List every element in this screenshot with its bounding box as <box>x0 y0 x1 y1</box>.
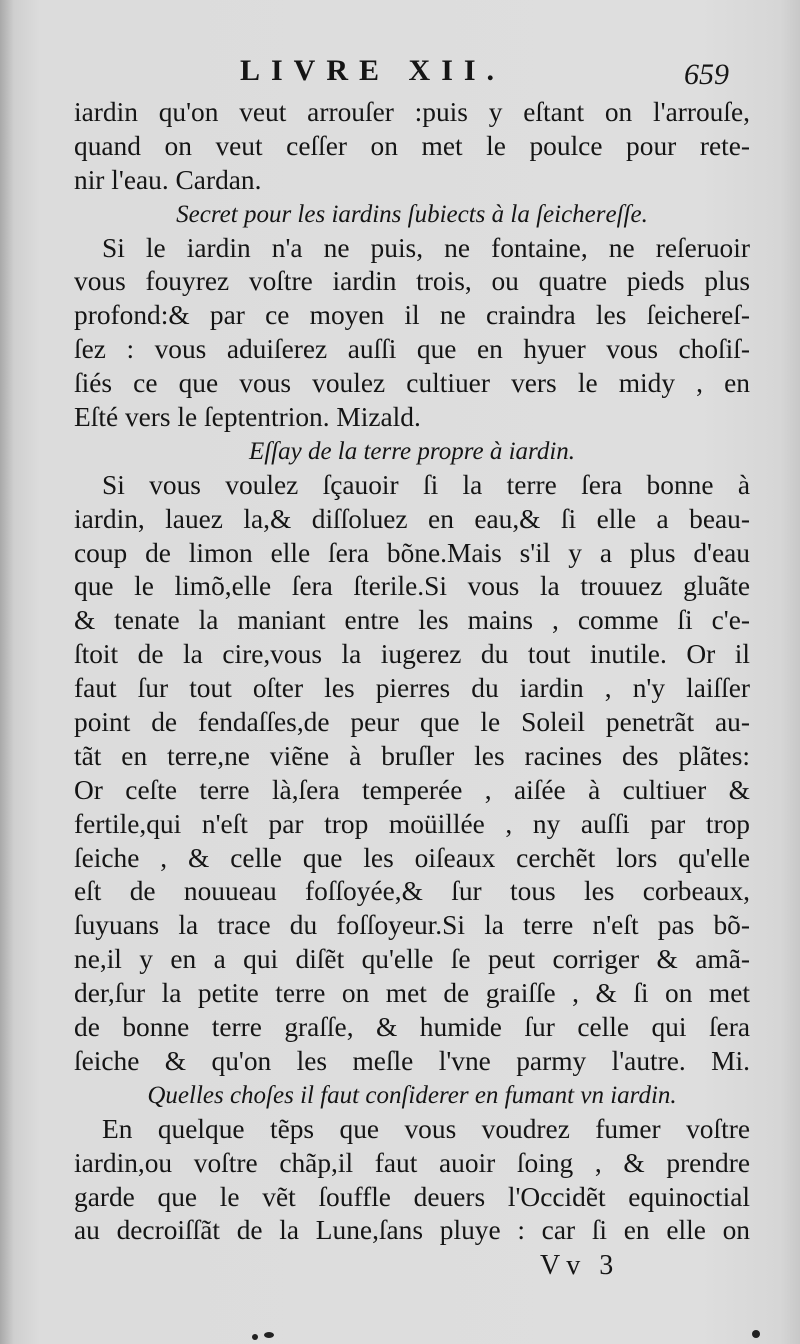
page-number: 659 <box>684 58 729 91</box>
section-heading: Secret pour les iardins ſubiects à la ſeicherеſſe. <box>176 200 648 228</box>
text-line: quand on veut ceſſer on met le poulce pour rete- <box>74 130 750 161</box>
page-footer <box>0 1250 800 1290</box>
text-line: iardin,ou voſtre chãp,il faut auoir ſoing , & prendre <box>74 1147 750 1178</box>
text-line: ſiés ce que vous voulez cultiuer vers le midy , en <box>74 368 750 399</box>
ink-spot <box>252 1334 258 1340</box>
text-line: faut ſur tout oſter les pierres du iardin , n'y laiſſer <box>74 673 750 704</box>
text-line: iardin, lauez la,& diſſoluez en eau,& ſi elle a beau- <box>74 503 750 534</box>
text-line: fertile,qui n'eſt par trop moüillée , ny auſſi par trop <box>74 808 750 839</box>
text-line: Eſté vers le ſeptentrion. Mizald. <box>74 402 421 433</box>
text-line: vous fouyrez voſtre iardin trois, ou quatre pieds plus <box>74 266 750 297</box>
section-heading: Quelles choſes il faut conſiderer en fumant vn iardin. <box>147 1081 677 1109</box>
text-line: iardin qu'on veut arrouſer :puis y eſtant on l'arrouſe, <box>74 97 750 127</box>
signature-mark: Vv 3 <box>540 1250 620 1281</box>
text-line: ſtoit de la cire,vous la iugerez du tout inutile. Or il <box>74 639 750 670</box>
text-line: point de fendaſſes,de peur que le Soleil penetrãt au- <box>74 707 750 738</box>
ink-spot <box>264 1332 274 1338</box>
text-line: de bonne terre graſſe, & humide ſur celle qui ſera <box>74 1012 750 1043</box>
text-line: tãt en terre,ne viẽne à bruſler les racines des plãtes: <box>74 740 750 771</box>
text-line: ſeiche , & celle que les oiſeaux cerchẽt lors qu'elle <box>74 842 750 873</box>
text-line: eſt de nouueau foſſoyée,& ſur tous les corbeaux, <box>74 876 750 907</box>
text-line: coup de limon elle ſera bõne.Mais s'il y a plus d'eau <box>74 537 750 568</box>
text-line: ſez : vous aduiſerez auſſi que en hyuer vous choſiſ- <box>74 334 750 365</box>
text-line: Or ceſte terre là,ſera temperée , aiſée à cultiuer & <box>74 774 750 805</box>
text-line: profond:& par ce moyen il ne craindra les ſeichereſ- <box>74 300 750 331</box>
body-text <box>74 96 750 1248</box>
text-line: Si le iardin n'a ne puis, ne fontaine, ne reſeruoir <box>102 232 750 263</box>
text-line: que le limõ,elle ſera ſterile.Si vous la trouuez gluãte <box>74 571 750 602</box>
text-line: au decroiſſãt de la Lune,ſans pluye : car ſi en elle on <box>74 1215 750 1246</box>
text-line: ſuyuans la trace du foſſoyeur.Si la terre n'eſt pas bõ- <box>74 910 750 941</box>
ink-spot <box>752 1330 760 1338</box>
page-header <box>0 52 800 96</box>
text-line: der,ſur la petite terre on met de graiſſe , & ſi on met <box>74 978 750 1009</box>
text-line: En quelque tẽps que vous voudrez fumer voſtre <box>102 1113 750 1144</box>
text-line: Si vous voulez ſçauoir ſi la terre ſera bonne à <box>102 469 750 500</box>
text-line: ne,il y en a qui diſẽt qu'elle ſe peut corriger & amã- <box>74 944 750 975</box>
running-head: LIVRE XII. <box>240 54 506 87</box>
text-line: garde que le vẽt ſouffle deuers l'Occidẽt equinoctial <box>74 1181 750 1212</box>
section-heading: Eſſay de la terre propre à iardin. <box>248 437 576 465</box>
text-line: & tenate la maniant entre les mains , comme ſi c'e- <box>74 605 750 636</box>
text-line: nir l'eau. Cardan. <box>74 164 262 195</box>
text-line: ſeiche & qu'on les meſle l'vne parmy l'autre. Mi. <box>74 1045 750 1076</box>
